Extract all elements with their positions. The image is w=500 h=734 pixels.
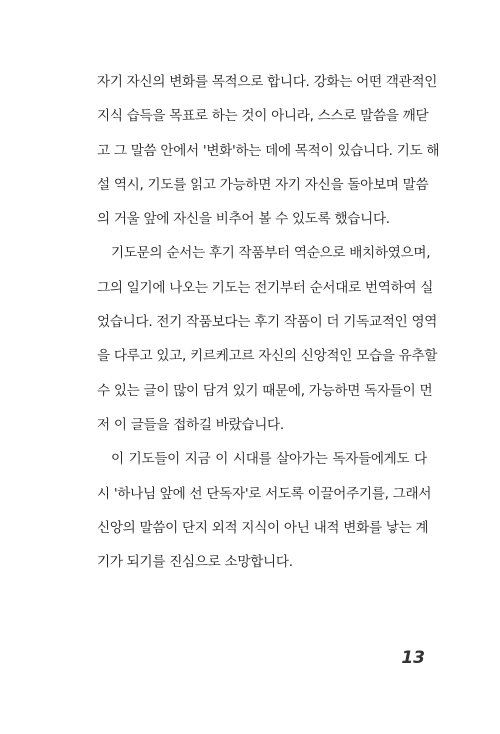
paragraph-3-line-1: 이 기도들이 지금 이 시대를 살아가는 독자들에게도 다	[111, 451, 427, 468]
paragraph-3-line-4: 기가 되기를 진심으로 소망합니다.	[97, 554, 293, 571]
paragraph-3-line-3: 신앙의 말씀이 단지 외적 지식이 아닌 내적 변화를 낳는 계	[97, 519, 429, 536]
paragraph-2-line-6: 저 이 글들을 접하길 바랐습니다.	[97, 416, 284, 433]
body-text	[97, 71, 440, 585]
paragraph-1-line-5: 의 거울 앞에 자신을 비추어 볼 수 있도록 했습니다.	[97, 211, 390, 228]
paragraph-1-line-3: 고 그 말씀 안에서 '변화'하는 데에 목적이 있습니다. 기도 해	[97, 142, 440, 159]
paragraph-2-line-2: 그의 일기에 나오는 기도는 전기부터 순서대로 번역하여 실	[97, 279, 434, 296]
paragraph-1-line-4: 설 역시, 기도를 읽고 가능하면 자기 자신을 돌아보며 말씀	[97, 176, 429, 193]
paragraph-1-line-1: 자기 자신의 변화를 목적으로 합니다. 강화는 어떤 객관적인	[97, 74, 438, 90]
paragraph-2-line-4: 을 다루고 있고, 키르케고르 자신의 신앙적인 모습을 유추할	[97, 348, 438, 365]
paragraph-3-line-2: 시 '하나님 앞에 선 단독자'로 서도록 이끌어주기를, 그래서	[97, 485, 432, 502]
paragraph-2-line-1: 기도문의 순서는 후기 작품부터 역순으로 배치하였으며,	[111, 245, 431, 262]
paragraph-2-line-5: 수 있는 글이 많이 담겨 있기 때문에, 가능하면 독자들이 먼	[97, 382, 433, 399]
paragraph-1-line-2: 지식 습득을 목표로 하는 것이 아니라, 스스로 말씀을 깨닫	[97, 108, 429, 125]
paragraph-2-line-3: 었습니다. 전기 작품보다는 후기 작품이 더 기독교적인 영역	[97, 314, 438, 331]
page-number: 13	[401, 648, 425, 668]
